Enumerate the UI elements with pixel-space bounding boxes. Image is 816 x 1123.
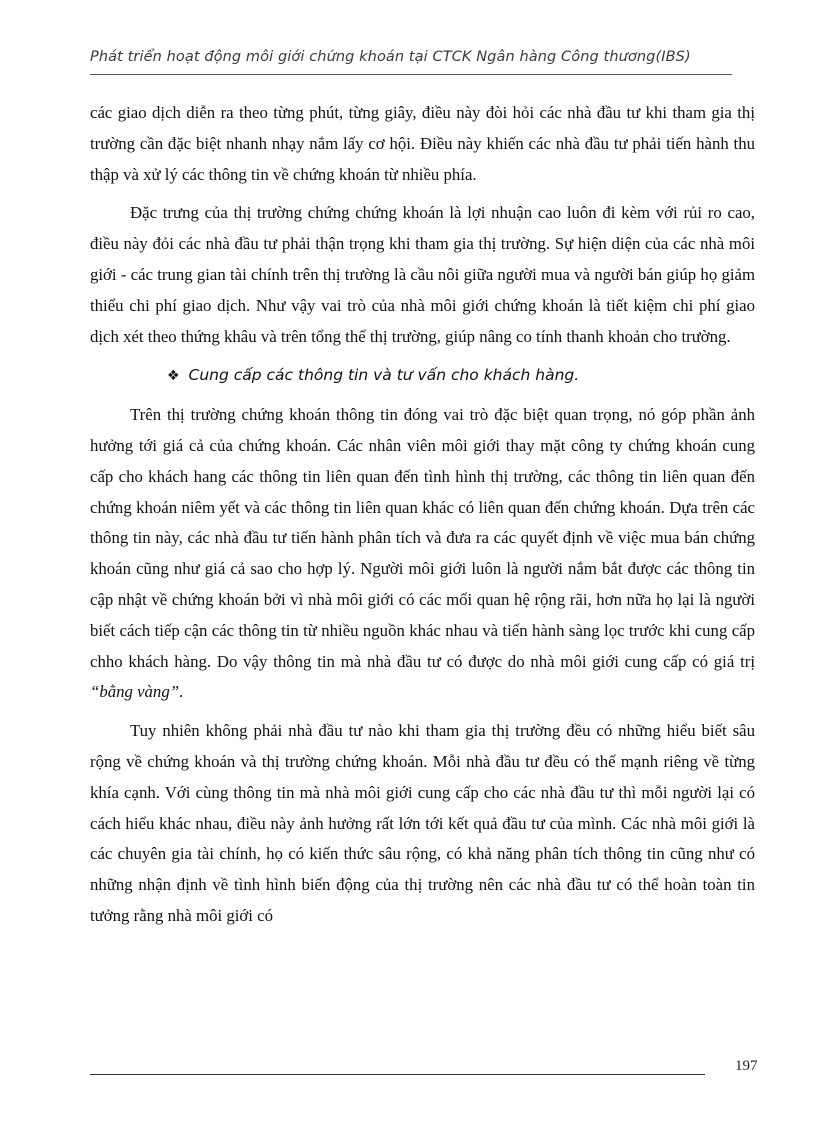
paragraph-1: các giao dịch diễn ra theo từng phút, từng giây, điều này đòi hỏi các nhà đầu tư khi tham gia thị trường cần đặc biệt nhanh nhạy nắm lấy cơ hội. Điều này khiến các nhà đầu tư phải tiến hành thu thập và xử lý các thông tin về chứng khoán từ nhiều phía. [90, 103, 755, 184]
paragraph-3-end: . [179, 682, 184, 702]
paragraph-3 [90, 400, 755, 708]
diamond-bullet-icon: ❖ [167, 368, 180, 385]
paragraph-3-text: Trên thị trường chứng khoán thông tin đóng vai trò đặc biệt quan trọng, nó góp phần ảnh hưởng tới giá cả của chứng khoán. Các nhân viên môi giới thay mặt công ty chứng khoán cung cấp cho khách hang các thông tin liên quan đến tình hình thị trường, các thông tin liên quan đến chứng khoán niêm yết và các thông tin liên quan khác có liên quan đến chứng khoán. Dựa trên các thông tin này, các nhà đầu tư tiến hành phân tích và đưa ra các quyết định về việc mua bán chứng khoán cũng như giá cả sao cho hợp lý. Người môi giới luôn là người nắm bắt được các thông tin cập nhật về chứng khoán bởi vì nhà môi giới có các mối quan hệ rộng rãi, hơn nữa họ lại là người biết cách tiếp cận các thông tin từ nhiều nguồn khác nhau và tiến hành sàng lọc trước khi cung cấp chho khách hàng. Do vậy thông tin mà nhà đầu tư có được do nhà môi giới cung cấp có giá trị [90, 405, 755, 671]
page-number: 197 [735, 1058, 758, 1074]
bullet-heading-text: Cung cấp các thông tin và tư vấn cho khách hàng. [188, 366, 580, 385]
page-header: Phát triển hoạt động môi giới chứng khoán tại CTCK Ngân hàng Công thương(IBS) [90, 49, 691, 65]
paragraph-2: Đặc trưng của thị trường chứng chứng khoán là lợi nhuận cao luôn đi kèm với rủi ro cao, điều này đỏi các nhà đầu tư phải thận trọng khi tham gia thị trường. Sự hiện diện của các nhà môi giới - các trung gian tài chính trên thị trường là cầu nôi giữa người mua và người bán giúp họ giảm thiểu chi phí giao dịch. Như vậy vai trò của nhà môi giới chứng khoán là tiết kiệm chi phí giao dịch xét theo thứng khâu và trên tổng thể thị trường, giúp nâng co tính thanh khoản cho trường. [90, 203, 755, 346]
paragraph-4: Tuy nhiên không phải nhà đầu tư nào khi tham gia thị trường đều có những hiểu biết sâu rộng về chứng khoán và thị trường chứng khoán. Mỗi nhà đầu tư đều có thế mạnh riêng về từng khía cạnh. Với cùng thông tin mà nhà môi giới cung cấp cho các nhà đầu tư thì mỗi người lại có cách hiểu khác nhau, điều này ảnh hưởng rất lớn tới kết quả đầu tư của mình. Các nhà môi giới là các chuyên gia tài chính, họ có kiến thức sâu rộng, có khả năng phân tích thông tin cũng như có những nhận định về tình hình biến động của thị trường nên các nhà đầu tư có thể hoàn toàn tin tưởng rằng nhà môi giới có [90, 721, 755, 925]
footer-divider [90, 1074, 705, 1075]
paragraph-3-quote: “bằng vàng” [90, 682, 180, 702]
header-divider [90, 74, 732, 75]
document-body [90, 98, 755, 940]
bullet-heading [90, 360, 755, 392]
